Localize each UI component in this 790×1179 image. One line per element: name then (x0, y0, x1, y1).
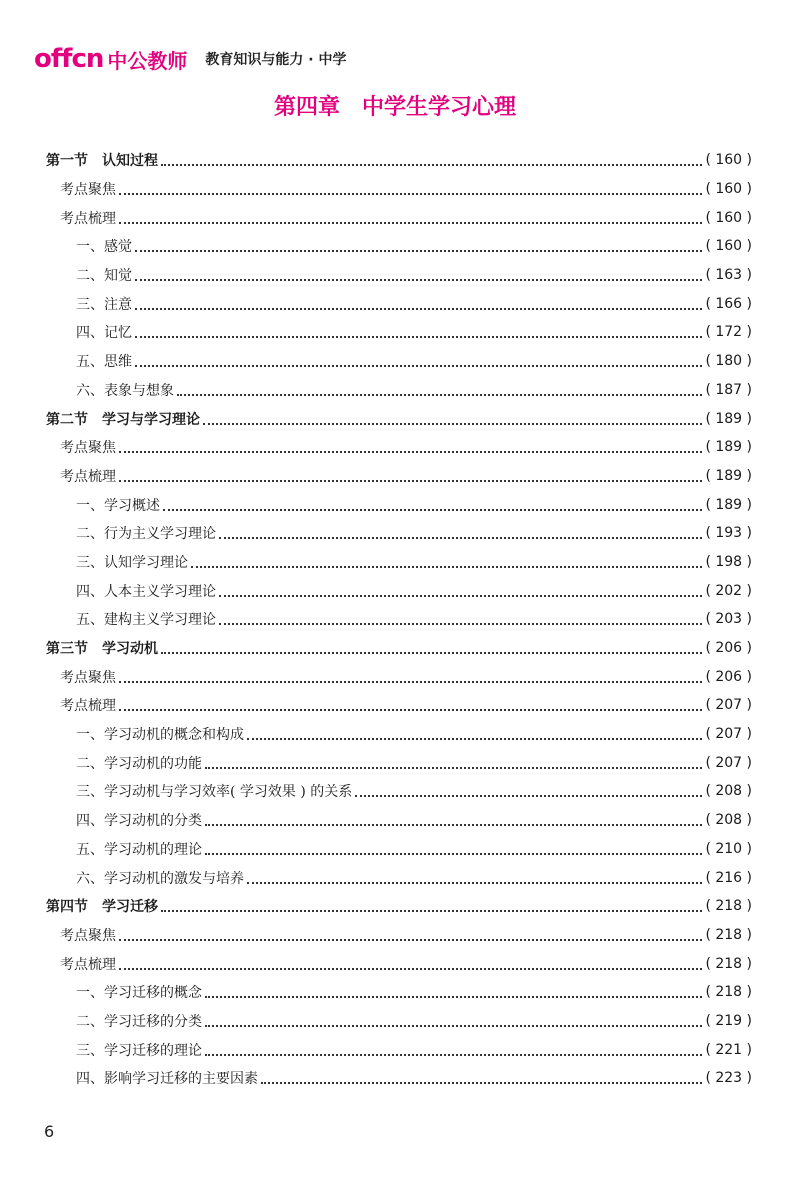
toc-dot-leader (205, 996, 702, 998)
toc-topic-entry (46, 720, 752, 749)
toc-dot-leader (119, 939, 702, 941)
toc-section-entry (46, 404, 752, 433)
toc-topic-entry (46, 289, 752, 318)
toc-entry-page: ( 207 ) (705, 726, 752, 743)
toc-dot-leader (355, 795, 702, 797)
toc-dot-leader (119, 222, 702, 224)
toc-entry-page: ( 187 ) (705, 381, 752, 398)
toc-entry-title: 四、人本主义学习理论 (76, 583, 216, 600)
toc-entry-title: 二、学习迁移的分类 (76, 1013, 202, 1030)
toc-entry-title: 四、学习动机的分类 (76, 813, 202, 830)
toc-entry-title: 考点聚焦 (60, 669, 116, 686)
page-number: 6 (44, 1122, 55, 1141)
toc-entry-page: ( 180 ) (705, 353, 752, 370)
toc-entry-title: 三、学习迁移的理论 (76, 1042, 202, 1059)
toc-section-entry (46, 634, 752, 663)
toc-entry-page: ( 193 ) (705, 525, 752, 542)
toc-entry-page: ( 218 ) (705, 898, 752, 915)
toc-entry-title: 二、学习动机的功能 (76, 755, 202, 772)
toc-entry-title: 第四节 学习迁移 (46, 899, 158, 916)
toc-dot-leader (119, 480, 702, 482)
toc-section-entry (46, 892, 752, 921)
toc-subsection-entry (46, 203, 752, 232)
toc-entry-page: ( 160 ) (705, 238, 752, 255)
logo-brand-name: 中公教师 (107, 49, 188, 73)
toc-dot-leader (247, 738, 702, 740)
toc-entry-page: ( 216 ) (705, 869, 752, 886)
toc-entry-page: ( 172 ) (705, 324, 752, 341)
toc-dot-leader (177, 394, 702, 396)
toc-entry-title: 五、学习动机的理论 (76, 841, 202, 858)
toc-topic-entry (46, 576, 752, 605)
toc-entry-page: ( 160 ) (705, 152, 752, 169)
toc-entry-title: 六、表象与想象 (76, 382, 174, 399)
toc-dot-leader (219, 623, 702, 625)
toc-entry-title: 考点聚焦 (60, 182, 116, 199)
toc-dot-leader (135, 365, 702, 367)
toc-topic-entry (46, 835, 752, 864)
toc-entry-title: 第三节 学习动机 (46, 641, 158, 658)
book-subtitle: 教育知识与能力 · 中学 (205, 52, 347, 68)
toc-dot-leader (205, 1054, 702, 1056)
chapter-title: 第四章 中学生学习心理 (273, 95, 516, 120)
toc-entry-title: 考点聚焦 (60, 440, 116, 457)
toc-dot-leader (205, 824, 702, 826)
toc-entry-page: ( 166 ) (705, 295, 752, 312)
toc-dot-leader (205, 767, 702, 769)
toc-entry-page: ( 198 ) (705, 553, 752, 570)
toc-topic-entry (46, 863, 752, 892)
toc-entry-title: 一、学习迁移的概念 (76, 985, 202, 1002)
toc-dot-leader (219, 537, 702, 539)
toc-dot-leader (161, 910, 702, 912)
toc-entry-title: 五、思维 (76, 354, 132, 371)
toc-entry-title: 第二节 学习与学习理论 (46, 411, 200, 428)
toc-dot-leader (119, 193, 702, 195)
toc-topic-entry (46, 519, 752, 548)
toc-entry-page: ( 207 ) (705, 754, 752, 771)
toc-dot-leader (161, 164, 702, 166)
toc-dot-leader (135, 250, 702, 252)
toc-entry-title: 五、建构主义学习理论 (76, 612, 216, 629)
toc-entry-page: ( 218 ) (705, 926, 752, 943)
toc-entry-page: ( 206 ) (705, 668, 752, 685)
toc-entry-title: 四、记忆 (76, 325, 132, 342)
toc-dot-leader (135, 279, 702, 281)
toc-entry-page: ( 218 ) (705, 955, 752, 972)
toc-entry-page: ( 210 ) (705, 840, 752, 857)
toc-entry-title: 考点梳理 (60, 468, 116, 485)
toc-entry-page: ( 160 ) (705, 181, 752, 198)
toc-entry-title: 三、学习动机与学习效率( 学习效果 ) 的关系 (76, 784, 353, 801)
toc-entry-page: ( 206 ) (705, 640, 752, 657)
toc-dot-leader (119, 681, 702, 683)
toc-dot-leader (191, 566, 702, 568)
toc-entry-page: ( 203 ) (705, 611, 752, 628)
toc-topic-entry (46, 232, 752, 261)
toc-entry-title: 考点梳理 (60, 210, 116, 227)
toc-entry-title: 考点梳理 (60, 698, 116, 715)
toc-dot-leader (205, 1025, 702, 1027)
toc-entry-title: 一、学习概述 (76, 497, 160, 514)
toc-topic-entry (46, 777, 752, 806)
toc-entry-title: 三、认知学习理论 (76, 554, 188, 571)
toc-section-entry (46, 146, 752, 175)
toc-dot-leader (205, 853, 702, 855)
toc-dot-leader (203, 423, 702, 425)
toc-topic-entry (46, 1035, 752, 1064)
toc-dot-leader (163, 509, 702, 511)
toc-entry-title: 四、影响学习迁移的主要因素 (76, 1071, 258, 1088)
table-of-contents (46, 146, 752, 1093)
toc-topic-entry (46, 318, 752, 347)
toc-entry-title: 第一节 认知过程 (46, 153, 158, 170)
toc-topic-entry (46, 1007, 752, 1036)
toc-topic-entry (46, 376, 752, 405)
toc-subsection-entry (46, 691, 752, 720)
toc-entry-page: ( 189 ) (705, 467, 752, 484)
toc-dot-leader (119, 451, 702, 453)
toc-entry-page: ( 221 ) (705, 1041, 752, 1058)
toc-entry-title: 二、行为主义学习理论 (76, 526, 216, 543)
toc-entry-page: ( 189 ) (705, 496, 752, 513)
toc-subsection-entry (46, 921, 752, 950)
toc-entry-page: ( 219 ) (705, 1012, 752, 1029)
toc-dot-leader (247, 882, 702, 884)
toc-topic-entry (46, 605, 752, 634)
toc-entry-page: ( 207 ) (705, 697, 752, 714)
toc-subsection-entry (46, 175, 752, 204)
toc-entry-page: ( 218 ) (705, 984, 752, 1001)
toc-entry-page: ( 189 ) (705, 439, 752, 456)
toc-topic-entry (46, 748, 752, 777)
toc-topic-entry (46, 548, 752, 577)
toc-topic-entry (46, 261, 752, 290)
toc-topic-entry (46, 490, 752, 519)
page-header (34, 38, 347, 72)
toc-entry-title: 一、感觉 (76, 239, 132, 256)
toc-dot-leader (161, 652, 702, 654)
toc-entry-page: ( 189 ) (705, 410, 752, 427)
toc-subsection-entry (46, 433, 752, 462)
toc-entry-page: ( 163 ) (705, 267, 752, 284)
toc-entry-title: 考点梳理 (60, 956, 116, 973)
toc-entry-title: 三、注意 (76, 296, 132, 313)
toc-dot-leader (261, 1082, 702, 1084)
toc-entry-page: ( 202 ) (705, 582, 752, 599)
toc-topic-entry (46, 806, 752, 835)
toc-entry-page: ( 208 ) (705, 783, 752, 800)
offcn-logo: offcn (34, 44, 104, 74)
toc-dot-leader (119, 968, 702, 970)
toc-subsection-entry (46, 462, 752, 491)
toc-subsection-entry (46, 662, 752, 691)
toc-entry-title: 考点聚焦 (60, 927, 116, 944)
toc-topic-entry (46, 1064, 752, 1093)
toc-entry-page: ( 160 ) (705, 209, 752, 226)
toc-entry-title: 六、学习动机的激发与培养 (76, 870, 244, 887)
toc-dot-leader (219, 595, 702, 597)
toc-entry-page: ( 223 ) (705, 1070, 752, 1087)
toc-entry-page: ( 208 ) (705, 812, 752, 829)
toc-topic-entry (46, 978, 752, 1007)
toc-entry-title: 二、知觉 (76, 268, 132, 285)
toc-topic-entry (46, 347, 752, 376)
toc-subsection-entry (46, 949, 752, 978)
toc-dot-leader (119, 709, 702, 711)
toc-dot-leader (135, 308, 702, 310)
toc-dot-leader (135, 336, 702, 338)
toc-entry-title: 一、学习动机的概念和构成 (76, 727, 244, 744)
